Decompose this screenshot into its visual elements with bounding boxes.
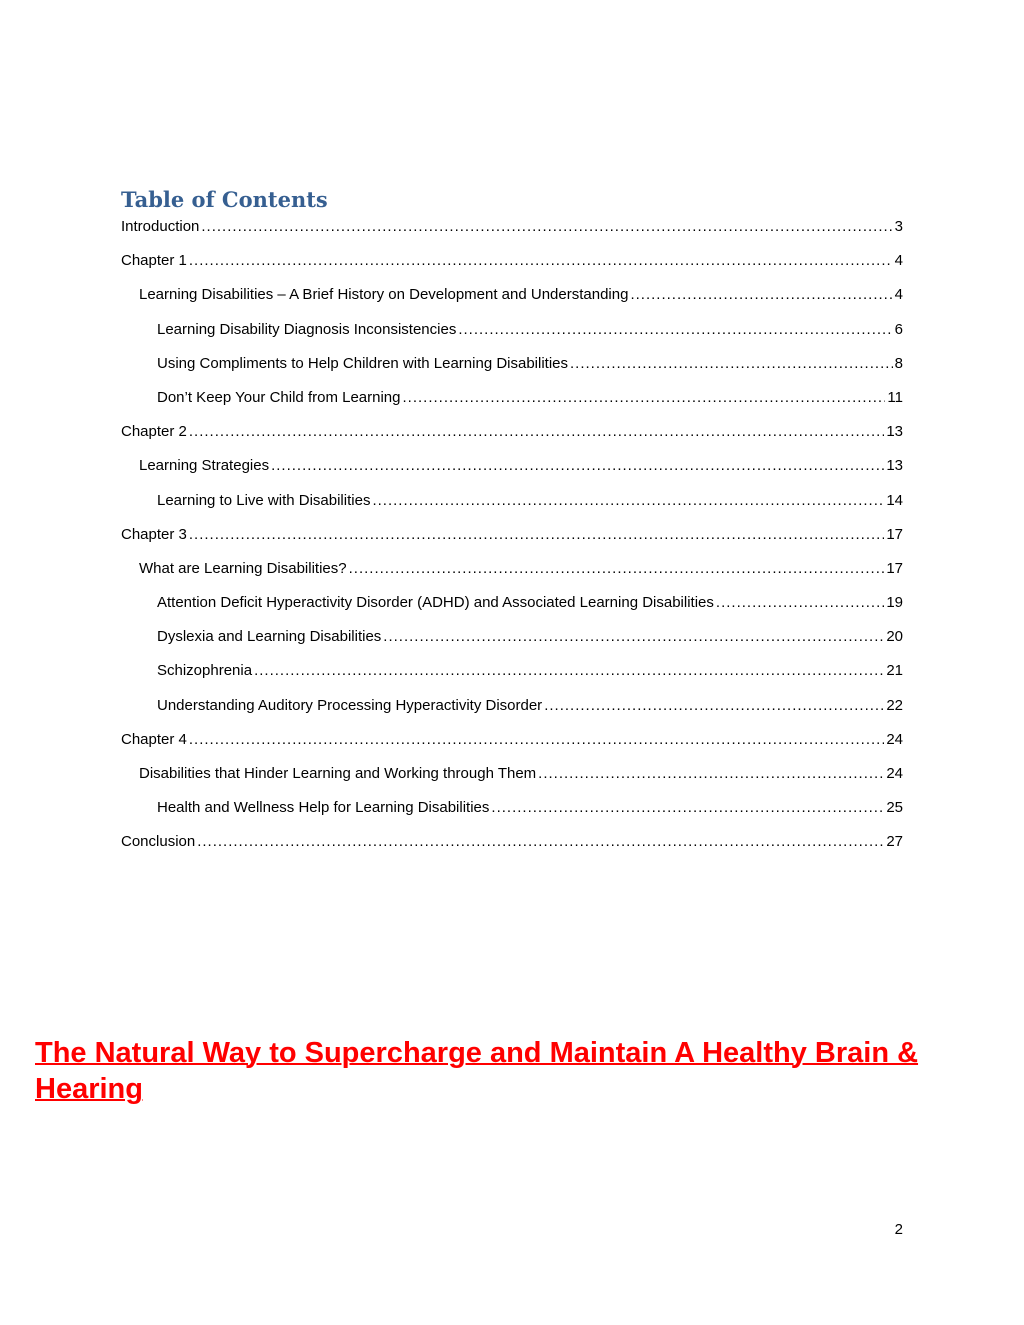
table-of-contents [121,186,903,868]
toc-entry-page: 8 [894,354,903,372]
toc-entry-label: Chapter 2 [121,423,187,441]
toc-entry-page: 27 [886,833,903,851]
toc-leader-dots [189,731,884,749]
toc-entry[interactable] [121,628,903,662]
promo-link[interactable]: The Natural Way to Supercharge and Maintain A Healthy Brain & Hearing [35,1037,919,1105]
toc-entry-label: Learning to Live with Disabilities [157,491,371,509]
toc-entry[interactable] [121,218,903,252]
toc-entry-label: Learning Disabilities – A Brief History on Development and Understanding [139,286,629,304]
toc-leader-dots [383,628,884,646]
toc-entry-page: 20 [886,628,903,646]
toc-entry-page: 14 [886,491,903,509]
toc-entry[interactable] [121,833,903,867]
toc-entry-page: 19 [886,594,903,612]
toc-entry-label: Using Compliments to Help Children with Learning Disabilities [157,354,569,372]
page-number: 2 [894,1221,903,1238]
toc-entry[interactable] [121,492,903,526]
toc-entry[interactable] [121,526,903,560]
toc-entry-label: Schizophrenia [157,662,253,680]
toc-entry-page: 13 [886,457,903,475]
toc-entry-page: 13 [886,423,903,441]
toc-entry[interactable] [121,321,903,355]
toc-entry-label: What are Learning Disabilities? [139,559,347,577]
toc-entry[interactable] [121,594,903,628]
toc-entry-label: Chapter 4 [121,730,187,748]
toc-entry[interactable] [121,731,903,765]
toc-entry-label: Don’t Keep Your Child from Learning [157,388,401,406]
toc-entry-label: Learning Disability Diagnosis Inconsistencies [157,320,457,338]
toc-leader-dots [189,526,884,544]
toc-title: Table of Contents [121,187,328,212]
toc-leader-dots [538,765,884,783]
toc-leader-dots [201,218,892,236]
toc-entry-page: 4 [894,252,903,270]
toc-leader-dots [197,833,884,851]
toc-entry-page: 24 [886,765,903,782]
toc-entry[interactable] [121,765,903,799]
toc-entry-label: Introduction [121,218,200,235]
toc-entry-label: Chapter 1 [121,252,187,270]
toc-entry-page: 21 [886,662,903,680]
toc-entry-label: Disabilities that Hinder Learning and Working through Them [139,765,537,782]
toc-entry-label: Health and Wellness Help for Learning Disabilities [157,799,490,817]
toc-leader-dots [716,594,884,612]
toc-entry-page: 4 [894,286,903,304]
toc-leader-dots [458,321,892,339]
toc-entry-page: 22 [886,696,903,714]
toc-entry[interactable] [121,423,903,457]
toc-entry[interactable] [121,355,903,389]
toc-entry-label: Conclusion [121,833,196,851]
toc-leader-dots [349,560,885,578]
toc-entry-page: 3 [894,218,903,235]
toc-entry-page: 17 [886,525,903,543]
toc-entry-page: 11 [887,388,903,406]
toc-leader-dots [189,423,884,441]
toc-entry[interactable] [121,389,903,423]
toc-entry-label: Dyslexia and Learning Disabilities [157,628,382,646]
toc-entry[interactable] [121,457,903,491]
toc-entry-page: 24 [886,730,903,748]
toc-entry-label: Attention Deficit Hyperactivity Disorder (ADHD) and Associated Learning Disabilities [157,594,714,612]
toc-leader-dots [254,662,884,680]
toc-entry[interactable] [121,662,903,696]
toc-entry[interactable] [121,799,903,833]
toc-entry[interactable] [121,560,903,594]
toc-leader-dots [570,355,893,373]
toc-list [121,218,903,868]
toc-entry-label: Understanding Auditory Processing Hyperactivity Disorder [157,696,543,714]
toc-leader-dots [189,252,893,270]
toc-entry-page: 6 [894,320,903,338]
toc-leader-dots [372,492,884,510]
toc-entry[interactable] [121,697,903,731]
toc-leader-dots [491,799,884,817]
toc-entry-page: 25 [886,799,903,817]
toc-leader-dots [630,286,892,304]
toc-leader-dots [544,697,884,715]
toc-entry-label: Chapter 3 [121,525,187,543]
toc-leader-dots [271,457,884,475]
toc-entry[interactable] [121,252,903,286]
toc-leader-dots [403,389,886,407]
toc-entry-label: Learning Strategies [139,457,270,475]
toc-entry[interactable] [121,286,903,320]
toc-entry-page: 17 [886,559,903,577]
